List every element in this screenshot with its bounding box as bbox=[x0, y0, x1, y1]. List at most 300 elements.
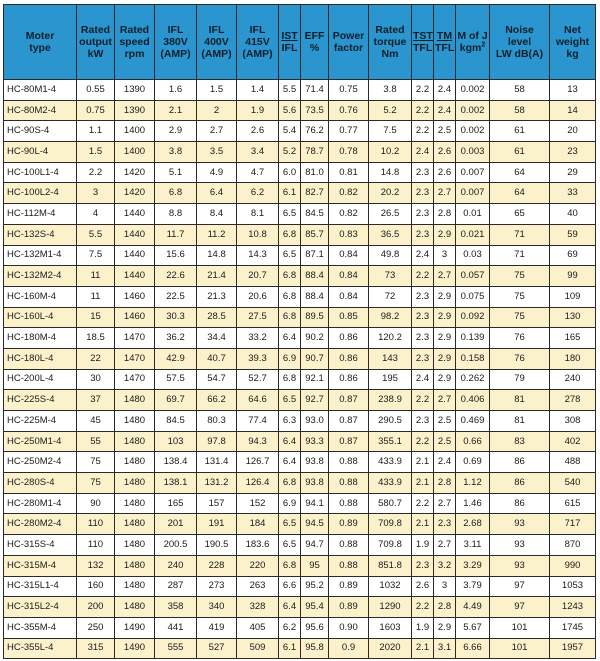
net-weight-cell: 99 bbox=[550, 266, 596, 287]
ifl-380v-cell: 138.4 bbox=[155, 452, 197, 473]
ifl-400v-cell: 6.4 bbox=[197, 183, 237, 204]
model-type-cell: HC-225M-4 bbox=[4, 411, 77, 432]
table-row bbox=[4, 121, 596, 142]
inertia-cell: 0.262 bbox=[456, 369, 490, 390]
efficiency-cell: 76.2 bbox=[301, 121, 329, 142]
motor-spec-table-container bbox=[3, 4, 595, 659]
rated-output-cell: 160 bbox=[77, 576, 115, 597]
rated-output-cell: 7.5 bbox=[77, 245, 115, 266]
header-model-type: Moter type bbox=[4, 5, 77, 80]
table-row bbox=[4, 286, 596, 307]
noise-level-cell: 76 bbox=[490, 328, 550, 349]
net-weight-cell: 180 bbox=[550, 348, 596, 369]
efficiency-cell: 90.7 bbox=[301, 348, 329, 369]
table-row bbox=[4, 245, 596, 266]
rated-torque-cell: 7.5 bbox=[369, 121, 412, 142]
table-row bbox=[4, 204, 596, 225]
ist-ifl-cell: 6.8 bbox=[279, 266, 301, 287]
tst-tfl-cell: 2.2 bbox=[412, 121, 434, 142]
power-factor-cell: 0.88 bbox=[329, 473, 369, 494]
ist-ifl-cell: 6.8 bbox=[279, 555, 301, 576]
efficiency-cell: 94.7 bbox=[301, 535, 329, 556]
ifl-415v-cell: 20.6 bbox=[237, 286, 279, 307]
power-factor-cell: 0.88 bbox=[329, 493, 369, 514]
model-type-cell: HC-180M-4 bbox=[4, 328, 77, 349]
inertia-cell: 6.66 bbox=[456, 638, 490, 659]
noise-level-cell: 64 bbox=[490, 162, 550, 183]
tm-tfl-cell: 2.4 bbox=[434, 80, 456, 101]
ifl-380v-cell: 42.9 bbox=[155, 348, 197, 369]
efficiency-cell: 92.7 bbox=[301, 390, 329, 411]
ifl-415v-cell: 220 bbox=[237, 555, 279, 576]
ifl-415v-cell: 27.5 bbox=[237, 307, 279, 328]
model-type-cell: HC-80M1-4 bbox=[4, 80, 77, 101]
tst-tfl-cell: 2.4 bbox=[412, 245, 434, 266]
rated-torque-cell: 36.5 bbox=[369, 224, 412, 245]
rated-output-cell: 1.1 bbox=[77, 121, 115, 142]
efficiency-cell: 85.7 bbox=[301, 224, 329, 245]
power-factor-cell: 0.82 bbox=[329, 183, 369, 204]
efficiency-cell: 81.0 bbox=[301, 162, 329, 183]
ifl-415v-cell: 39.3 bbox=[237, 348, 279, 369]
ist-ifl-cell: 6.5 bbox=[279, 245, 301, 266]
ifl-380v-cell: 8.8 bbox=[155, 204, 197, 225]
ifl-380v-cell: 69.7 bbox=[155, 390, 197, 411]
ifl-380v-cell: 165 bbox=[155, 493, 197, 514]
rated-speed-cell: 1480 bbox=[115, 493, 155, 514]
rated-torque-cell: 580.7 bbox=[369, 493, 412, 514]
ifl-380v-cell: 103 bbox=[155, 431, 197, 452]
rated-torque-cell: 238.9 bbox=[369, 390, 412, 411]
power-factor-cell: 0.88 bbox=[329, 555, 369, 576]
power-factor-cell: 0.84 bbox=[329, 245, 369, 266]
table-body bbox=[4, 80, 596, 659]
model-type-cell: HC-200L-4 bbox=[4, 369, 77, 390]
ifl-400v-cell: 28.5 bbox=[197, 307, 237, 328]
rated-output-cell: 110 bbox=[77, 514, 115, 535]
rated-speed-cell: 1480 bbox=[115, 390, 155, 411]
model-type-cell: HC-280M1-4 bbox=[4, 493, 77, 514]
ifl-380v-cell: 84.5 bbox=[155, 411, 197, 432]
ifl-400v-cell: 273 bbox=[197, 576, 237, 597]
ist-ifl-cell: 6.9 bbox=[279, 493, 301, 514]
tm-tfl-cell: 2.6 bbox=[434, 162, 456, 183]
power-factor-cell: 0.75 bbox=[329, 80, 369, 101]
tm-tfl-cell: 2.5 bbox=[434, 121, 456, 142]
ifl-400v-cell: 527 bbox=[197, 638, 237, 659]
rated-speed-cell: 1400 bbox=[115, 121, 155, 142]
ist-ifl-cell: 5.4 bbox=[279, 121, 301, 142]
net-weight-cell: 109 bbox=[550, 286, 596, 307]
table-row bbox=[4, 431, 596, 452]
inertia-cell: 0.075 bbox=[456, 286, 490, 307]
rated-torque-cell: 851.8 bbox=[369, 555, 412, 576]
tm-tfl-cell: 2.4 bbox=[434, 100, 456, 121]
header-rated-speed: Rated speed rpm bbox=[115, 5, 155, 80]
tm-tfl-cell: 2.7 bbox=[434, 493, 456, 514]
ifl-400v-cell: 2 bbox=[197, 100, 237, 121]
power-factor-cell: 0.9 bbox=[329, 638, 369, 659]
rated-output-cell: 55 bbox=[77, 431, 115, 452]
net-weight-cell: 40 bbox=[550, 204, 596, 225]
power-factor-cell: 0.89 bbox=[329, 597, 369, 618]
rated-speed-cell: 1470 bbox=[115, 328, 155, 349]
noise-level-cell: 71 bbox=[490, 224, 550, 245]
power-factor-cell: 0.89 bbox=[329, 576, 369, 597]
ifl-400v-cell: 340 bbox=[197, 597, 237, 618]
ifl-380v-cell: 358 bbox=[155, 597, 197, 618]
table-row bbox=[4, 328, 596, 349]
rated-speed-cell: 1440 bbox=[115, 266, 155, 287]
inertia-cell: 0.007 bbox=[456, 183, 490, 204]
efficiency-cell: 89.5 bbox=[301, 307, 329, 328]
ist-ifl-cell: 6.4 bbox=[279, 597, 301, 618]
inertia-cell: 3.11 bbox=[456, 535, 490, 556]
ist-ifl-cell: 6.5 bbox=[279, 514, 301, 535]
rated-speed-cell: 1480 bbox=[115, 514, 155, 535]
table-row bbox=[4, 576, 596, 597]
rated-speed-cell: 1420 bbox=[115, 183, 155, 204]
ifl-400v-cell: 80.3 bbox=[197, 411, 237, 432]
header-ifl-380v: IFL 380V (AMP) bbox=[155, 5, 197, 80]
noise-level-cell: 101 bbox=[490, 617, 550, 638]
tm-tfl-cell: 2.9 bbox=[434, 348, 456, 369]
rated-speed-cell: 1470 bbox=[115, 369, 155, 390]
rated-output-cell: 30 bbox=[77, 369, 115, 390]
power-factor-cell: 0.88 bbox=[329, 535, 369, 556]
model-type-cell: HC-160M-4 bbox=[4, 286, 77, 307]
tst-tfl-cell: 2.3 bbox=[412, 307, 434, 328]
inertia-cell: 1.46 bbox=[456, 493, 490, 514]
ifl-400v-cell: 14.8 bbox=[197, 245, 237, 266]
rated-speed-cell: 1480 bbox=[115, 431, 155, 452]
rated-output-cell: 45 bbox=[77, 411, 115, 432]
net-weight-cell: 402 bbox=[550, 431, 596, 452]
table-row bbox=[4, 80, 596, 101]
tst-tfl-cell: 1.9 bbox=[412, 535, 434, 556]
motor-spec-table bbox=[3, 4, 596, 659]
ifl-415v-cell: 4.7 bbox=[237, 162, 279, 183]
ifl-380v-cell: 5.1 bbox=[155, 162, 197, 183]
ifl-380v-cell: 36.2 bbox=[155, 328, 197, 349]
tm-tfl-cell: 2.5 bbox=[434, 411, 456, 432]
ist-ifl-cell: 6.2 bbox=[279, 617, 301, 638]
rated-speed-cell: 1440 bbox=[115, 224, 155, 245]
ifl-415v-cell: 14.3 bbox=[237, 245, 279, 266]
net-weight-cell: 308 bbox=[550, 411, 596, 432]
rated-output-cell: 11 bbox=[77, 266, 115, 287]
rated-output-cell: 132 bbox=[77, 555, 115, 576]
ifl-415v-cell: 3.4 bbox=[237, 142, 279, 163]
rated-torque-cell: 143 bbox=[369, 348, 412, 369]
model-type-cell: HC-132S-4 bbox=[4, 224, 77, 245]
rated-output-cell: 110 bbox=[77, 535, 115, 556]
model-type-cell: HC-315L1-4 bbox=[4, 576, 77, 597]
ifl-400v-cell: 191 bbox=[197, 514, 237, 535]
power-factor-cell: 0.90 bbox=[329, 617, 369, 638]
tst-tfl-cell: 2.2 bbox=[412, 390, 434, 411]
ist-ifl-cell: 6.5 bbox=[279, 204, 301, 225]
tst-tfl-cell: 2.2 bbox=[412, 597, 434, 618]
inertia-cell: 0.03 bbox=[456, 245, 490, 266]
header-rated-output: Rated output kW bbox=[77, 5, 115, 80]
rated-torque-cell: 433.9 bbox=[369, 452, 412, 473]
header-net-weight: Net weight kg bbox=[550, 5, 596, 80]
rated-speed-cell: 1440 bbox=[115, 204, 155, 225]
net-weight-cell: 717 bbox=[550, 514, 596, 535]
tm-tfl-cell: 2.9 bbox=[434, 307, 456, 328]
ifl-415v-cell: 94.3 bbox=[237, 431, 279, 452]
net-weight-cell: 13 bbox=[550, 80, 596, 101]
tm-tfl-cell: 3 bbox=[434, 245, 456, 266]
table-row bbox=[4, 473, 596, 494]
ifl-380v-cell: 201 bbox=[155, 514, 197, 535]
ist-ifl-cell: 5.5 bbox=[279, 80, 301, 101]
rated-torque-cell: 1290 bbox=[369, 597, 412, 618]
ifl-400v-cell: 2.7 bbox=[197, 121, 237, 142]
ifl-400v-cell: 4.9 bbox=[197, 162, 237, 183]
inertia-cell: 0.002 bbox=[456, 80, 490, 101]
header-noise-level: Noise level LW dB(A) bbox=[490, 5, 550, 80]
rated-output-cell: 37 bbox=[77, 390, 115, 411]
tm-tfl-cell: 2.5 bbox=[434, 431, 456, 452]
efficiency-cell: 73.5 bbox=[301, 100, 329, 121]
ifl-415v-cell: 33.2 bbox=[237, 328, 279, 349]
efficiency-cell: 90.2 bbox=[301, 328, 329, 349]
rated-torque-cell: 20.2 bbox=[369, 183, 412, 204]
tst-tfl-cell: 2.2 bbox=[412, 80, 434, 101]
table-row bbox=[4, 493, 596, 514]
rated-speed-cell: 1480 bbox=[115, 555, 155, 576]
net-weight-cell: 165 bbox=[550, 328, 596, 349]
noise-level-cell: 75 bbox=[490, 266, 550, 287]
table-row bbox=[4, 535, 596, 556]
model-type-cell: HC-160L-4 bbox=[4, 307, 77, 328]
tm-tfl-cell: 2.3 bbox=[434, 514, 456, 535]
tst-tfl-cell: 1.9 bbox=[412, 617, 434, 638]
model-type-cell: HC-355L-4 bbox=[4, 638, 77, 659]
net-weight-cell: 59 bbox=[550, 224, 596, 245]
power-factor-cell: 0.89 bbox=[329, 514, 369, 535]
ifl-415v-cell: 10.8 bbox=[237, 224, 279, 245]
table-row bbox=[4, 348, 596, 369]
rated-torque-cell: 73 bbox=[369, 266, 412, 287]
ifl-415v-cell: 2.6 bbox=[237, 121, 279, 142]
efficiency-cell: 95 bbox=[301, 555, 329, 576]
ist-ifl-cell: 6.8 bbox=[279, 224, 301, 245]
inertia-cell: 3.29 bbox=[456, 555, 490, 576]
rated-output-cell: 4 bbox=[77, 204, 115, 225]
ifl-380v-cell: 2.1 bbox=[155, 100, 197, 121]
rated-torque-cell: 709.8 bbox=[369, 514, 412, 535]
net-weight-cell: 870 bbox=[550, 535, 596, 556]
model-type-cell: HC-80M2-4 bbox=[4, 100, 77, 121]
table-row bbox=[4, 100, 596, 121]
rated-torque-cell: 5.2 bbox=[369, 100, 412, 121]
inertia-cell: 0.406 bbox=[456, 390, 490, 411]
tst-tfl-cell: 2.3 bbox=[412, 286, 434, 307]
table-row bbox=[4, 638, 596, 659]
rated-torque-cell: 1032 bbox=[369, 576, 412, 597]
rated-torque-cell: 49.8 bbox=[369, 245, 412, 266]
tst-tfl-cell: 2.2 bbox=[412, 100, 434, 121]
inertia-cell: 4.49 bbox=[456, 597, 490, 618]
rated-output-cell: 18.5 bbox=[77, 328, 115, 349]
rated-speed-cell: 1480 bbox=[115, 576, 155, 597]
tst-tfl-cell: 2.2 bbox=[412, 266, 434, 287]
tst-tfl-cell: 2.3 bbox=[412, 555, 434, 576]
inertia-cell: 0.007 bbox=[456, 162, 490, 183]
net-weight-cell: 990 bbox=[550, 555, 596, 576]
header-tm-tfl: TM TFL bbox=[434, 5, 456, 80]
model-type-cell: HC-315M-4 bbox=[4, 555, 77, 576]
net-weight-cell: 1243 bbox=[550, 597, 596, 618]
model-type-cell: HC-250M2-4 bbox=[4, 452, 77, 473]
model-type-cell: HC-100L1-4 bbox=[4, 162, 77, 183]
net-weight-cell: 69 bbox=[550, 245, 596, 266]
model-type-cell: HC-225S-4 bbox=[4, 390, 77, 411]
efficiency-cell: 88.4 bbox=[301, 286, 329, 307]
rated-speed-cell: 1460 bbox=[115, 286, 155, 307]
noise-level-cell: 83 bbox=[490, 431, 550, 452]
rated-output-cell: 15 bbox=[77, 307, 115, 328]
ifl-415v-cell: 8.1 bbox=[237, 204, 279, 225]
net-weight-cell: 14 bbox=[550, 100, 596, 121]
inertia-cell: 0.003 bbox=[456, 142, 490, 163]
rated-output-cell: 200 bbox=[77, 597, 115, 618]
noise-level-cell: 71 bbox=[490, 245, 550, 266]
ifl-400v-cell: 131.2 bbox=[197, 473, 237, 494]
efficiency-cell: 82.7 bbox=[301, 183, 329, 204]
efficiency-cell: 93.8 bbox=[301, 452, 329, 473]
net-weight-cell: 1957 bbox=[550, 638, 596, 659]
power-factor-cell: 0.85 bbox=[329, 307, 369, 328]
model-type-cell: HC-90S-4 bbox=[4, 121, 77, 142]
model-type-cell: HC-132M1-4 bbox=[4, 245, 77, 266]
table-row bbox=[4, 183, 596, 204]
ifl-415v-cell: 20.7 bbox=[237, 266, 279, 287]
ifl-415v-cell: 1.4 bbox=[237, 80, 279, 101]
efficiency-cell: 93.0 bbox=[301, 411, 329, 432]
tm-tfl-cell: 2.8 bbox=[434, 473, 456, 494]
ist-ifl-cell: 6.1 bbox=[279, 638, 301, 659]
rated-output-cell: 0.55 bbox=[77, 80, 115, 101]
table-row bbox=[4, 162, 596, 183]
model-type-cell: HC-280M2-4 bbox=[4, 514, 77, 535]
tst-tfl-cell: 2.3 bbox=[412, 411, 434, 432]
inertia-cell: 5.67 bbox=[456, 617, 490, 638]
rated-output-cell: 22 bbox=[77, 348, 115, 369]
noise-level-cell: 61 bbox=[490, 142, 550, 163]
ist-ifl-cell: 6.4 bbox=[279, 431, 301, 452]
ifl-380v-cell: 3.8 bbox=[155, 142, 197, 163]
net-weight-cell: 540 bbox=[550, 473, 596, 494]
tst-tfl-cell: 2.3 bbox=[412, 224, 434, 245]
ifl-380v-cell: 555 bbox=[155, 638, 197, 659]
rated-torque-cell: 2020 bbox=[369, 638, 412, 659]
header-ist-ifl: IST IFL bbox=[279, 5, 301, 80]
net-weight-cell: 23 bbox=[550, 142, 596, 163]
model-type-cell: HC-132M2-4 bbox=[4, 266, 77, 287]
noise-level-cell: 75 bbox=[490, 286, 550, 307]
tm-tfl-cell: 3.1 bbox=[434, 638, 456, 659]
ifl-400v-cell: 157 bbox=[197, 493, 237, 514]
model-type-cell: HC-180L-4 bbox=[4, 348, 77, 369]
rated-output-cell: 11 bbox=[77, 286, 115, 307]
ifl-380v-cell: 287 bbox=[155, 576, 197, 597]
ifl-380v-cell: 22.5 bbox=[155, 286, 197, 307]
ist-ifl-cell: 6.8 bbox=[279, 369, 301, 390]
table-row bbox=[4, 142, 596, 163]
model-type-cell: HC-280S-4 bbox=[4, 473, 77, 494]
net-weight-cell: 488 bbox=[550, 452, 596, 473]
header-ifl-400v: IFL 400V (AMP) bbox=[197, 5, 237, 80]
ifl-415v-cell: 184 bbox=[237, 514, 279, 535]
ifl-415v-cell: 1.9 bbox=[237, 100, 279, 121]
noise-level-cell: 75 bbox=[490, 307, 550, 328]
noise-level-cell: 97 bbox=[490, 597, 550, 618]
rated-output-cell: 2.2 bbox=[77, 162, 115, 183]
inertia-cell: 0.69 bbox=[456, 452, 490, 473]
inertia-cell: 0.057 bbox=[456, 266, 490, 287]
ifl-415v-cell: 52.7 bbox=[237, 369, 279, 390]
ifl-380v-cell: 200.5 bbox=[155, 535, 197, 556]
ifl-415v-cell: 405 bbox=[237, 617, 279, 638]
tst-tfl-cell: 2.3 bbox=[412, 204, 434, 225]
net-weight-cell: 33 bbox=[550, 183, 596, 204]
rated-output-cell: 90 bbox=[77, 493, 115, 514]
table-row bbox=[4, 555, 596, 576]
ifl-380v-cell: 15.6 bbox=[155, 245, 197, 266]
ist-ifl-cell: 6.4 bbox=[279, 328, 301, 349]
inertia-cell: 3.79 bbox=[456, 576, 490, 597]
ifl-400v-cell: 97.8 bbox=[197, 431, 237, 452]
rated-speed-cell: 1480 bbox=[115, 411, 155, 432]
ifl-415v-cell: 126.7 bbox=[237, 452, 279, 473]
inertia-cell: 0.002 bbox=[456, 121, 490, 142]
noise-level-cell: 64 bbox=[490, 183, 550, 204]
rated-output-cell: 75 bbox=[77, 473, 115, 494]
rated-torque-cell: 14.8 bbox=[369, 162, 412, 183]
net-weight-cell: 615 bbox=[550, 493, 596, 514]
tm-tfl-cell: 2.6 bbox=[434, 142, 456, 163]
rated-torque-cell: 709.8 bbox=[369, 535, 412, 556]
rated-speed-cell: 1490 bbox=[115, 638, 155, 659]
power-factor-cell: 0.82 bbox=[329, 204, 369, 225]
ifl-400v-cell: 8.4 bbox=[197, 204, 237, 225]
noise-level-cell: 58 bbox=[490, 100, 550, 121]
ist-ifl-cell: 6.8 bbox=[279, 307, 301, 328]
tm-tfl-cell: 2.7 bbox=[434, 266, 456, 287]
efficiency-cell: 95.2 bbox=[301, 576, 329, 597]
net-weight-cell: 20 bbox=[550, 121, 596, 142]
power-factor-cell: 0.88 bbox=[329, 452, 369, 473]
tst-tfl-cell: 2.1 bbox=[412, 638, 434, 659]
table-row bbox=[4, 597, 596, 618]
rated-output-cell: 0.75 bbox=[77, 100, 115, 121]
ifl-380v-cell: 6.8 bbox=[155, 183, 197, 204]
ist-ifl-cell: 6.8 bbox=[279, 286, 301, 307]
ifl-380v-cell: 2.9 bbox=[155, 121, 197, 142]
tm-tfl-cell: 2.8 bbox=[434, 597, 456, 618]
rated-speed-cell: 1480 bbox=[115, 535, 155, 556]
header-efficiency: EFF % bbox=[301, 5, 329, 80]
rated-torque-cell: 120.2 bbox=[369, 328, 412, 349]
efficiency-cell: 78.7 bbox=[301, 142, 329, 163]
inertia-cell: 0.01 bbox=[456, 204, 490, 225]
rated-speed-cell: 1390 bbox=[115, 80, 155, 101]
rated-torque-cell: 1603 bbox=[369, 617, 412, 638]
